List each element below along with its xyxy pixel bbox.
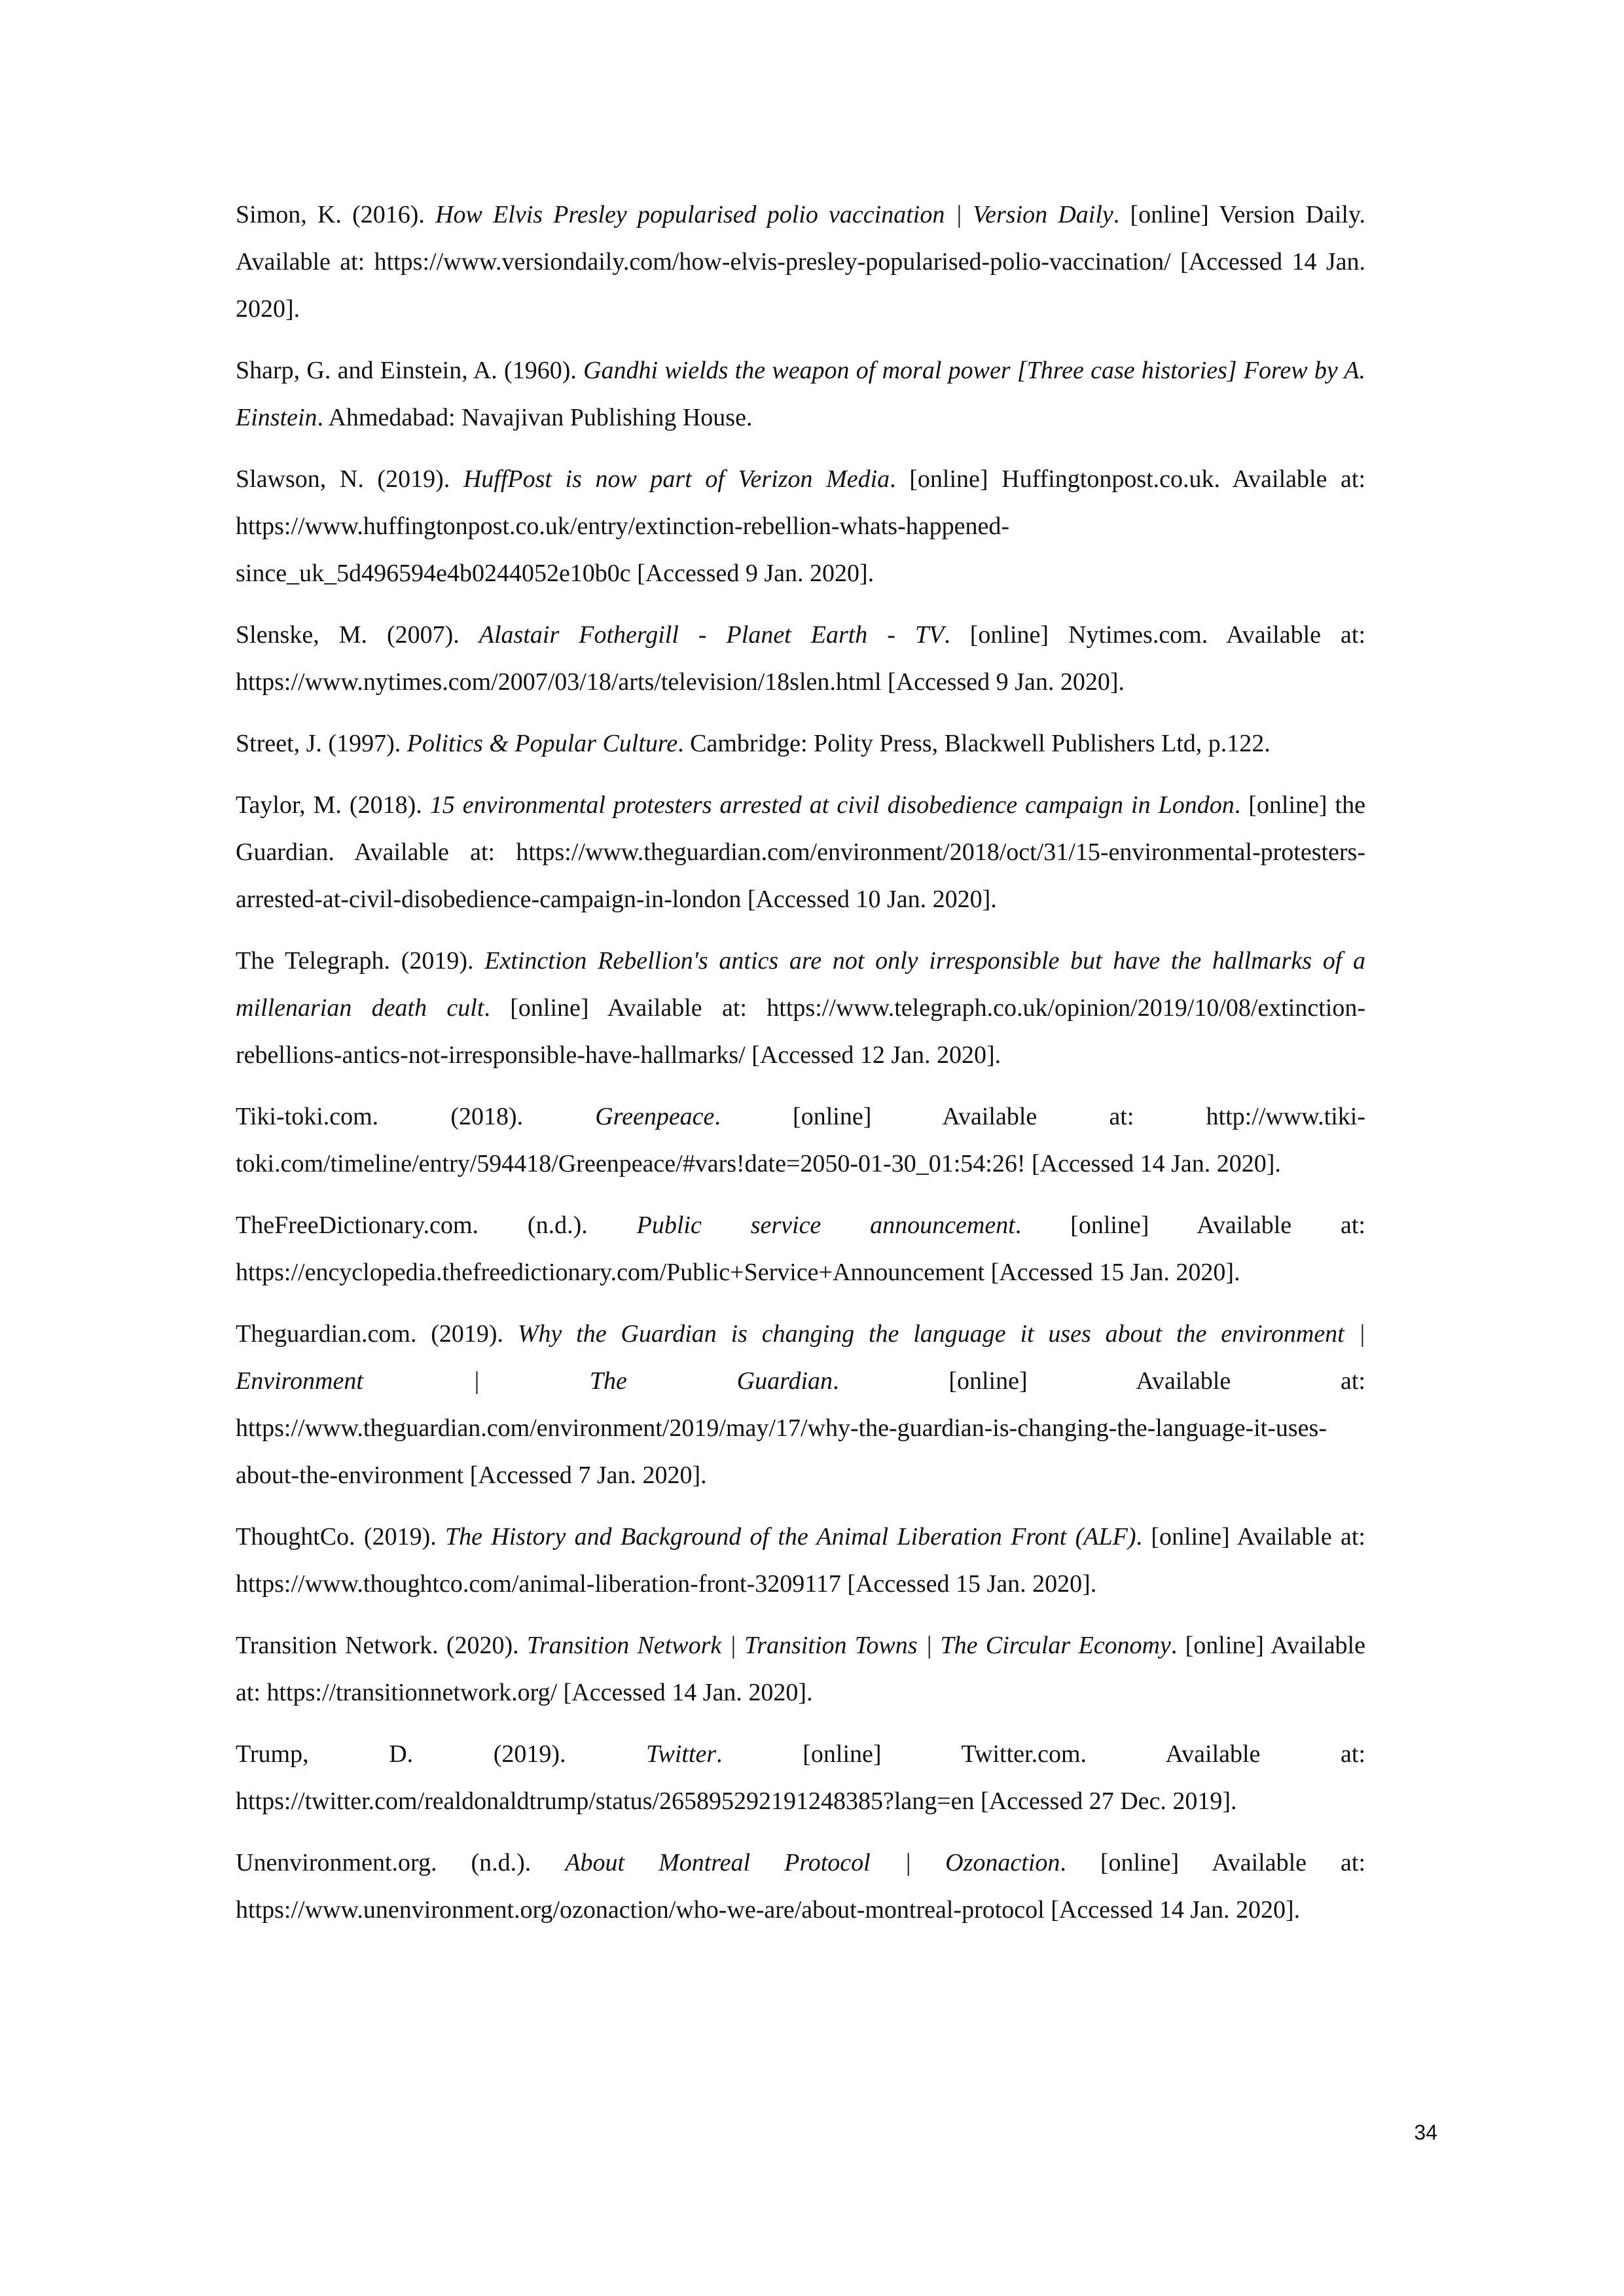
reference-entry bbox=[236, 937, 1365, 1079]
reference-title: About Montreal Protocol | Ozonaction bbox=[565, 1849, 1060, 1876]
reference-details: . [online] Available at: http://www.tiki-toki.com/timeline/entry/594418/Greenpeace/#vars!date=2050-01-30_01:54:26! [Accessed 14 Jan. 2020]. bbox=[236, 1103, 1365, 1177]
reference-details: . Cambridge: Polity Press, Blackwell Publishers Ltd, p.122. bbox=[677, 730, 1271, 757]
reference-author: Tiki-toki.com. (2018). bbox=[236, 1103, 596, 1130]
reference-title: Gandhi wields the weapon of moral power [Three case histories] Forew by A. Einstein bbox=[236, 357, 1365, 431]
reference-title: Greenpeace bbox=[595, 1103, 715, 1130]
reference-title: Twitter bbox=[646, 1740, 717, 1768]
reference-author: Simon, K. (2016). bbox=[236, 201, 436, 228]
reference-entry bbox=[236, 720, 1365, 767]
reference-details: . Ahmedabad: Navajivan Publishing House. bbox=[317, 404, 753, 431]
reference-entry bbox=[236, 347, 1365, 441]
reference-title: HuffPost is now part of Verizon Media bbox=[463, 465, 890, 493]
reference-details: . [online] Version Daily. Available at: https://www.versiondaily.com/how-elvis-presley-popularised-polio-vaccination/ [Accessed 14 Jan. 2020]. bbox=[236, 201, 1366, 323]
reference-author: Trump, D. (2019). bbox=[236, 1740, 647, 1768]
reference-details: . [online] Available at: https://encyclopedia.thefreedictionary.com/Public+Service+Announcement [Accessed 15 Jan. 2020]. bbox=[236, 1211, 1365, 1286]
reference-details: . [online] Twitter.com. Available at: https://twitter.com/realdonaldtrump/status/265895292191248385?lang=en [Accessed 27 Dec. 2019]. bbox=[236, 1740, 1366, 1815]
reference-entry bbox=[236, 456, 1365, 597]
reference-details: . [online] Available at: https://www.thoughtco.com/animal-liberation-front-3209117 [Accessed 15 Jan. 2020]. bbox=[236, 1523, 1365, 1598]
reference-author: TheFreeDictionary.com. (n.d.). bbox=[236, 1211, 637, 1239]
reference-entry bbox=[236, 1622, 1365, 1716]
reference-author: ThoughtCo. (2019). bbox=[236, 1523, 446, 1551]
page-number: 34 bbox=[1414, 2121, 1437, 2144]
reference-details: . [online] the Guardian. Available at: https://www.theguardian.com/environment/2018/oct/31/15-environmental-protesters-arrested-at-civil-disobedience-campaign-in-london [Accessed 10 Jan. 2020]. bbox=[236, 791, 1365, 913]
reference-author: The Telegraph. (2019). bbox=[236, 947, 485, 975]
reference-entry bbox=[236, 1513, 1365, 1607]
reference-entry bbox=[236, 1839, 1365, 1933]
reference-details: . [online] Nytimes.com. Available at: https://www.nytimes.com/2007/03/18/arts/television/18slen.html [Accessed 9 Jan. 2020]. bbox=[236, 621, 1365, 696]
reference-entry bbox=[236, 1731, 1365, 1825]
reference-author: Theguardian.com. (2019). bbox=[236, 1320, 518, 1348]
reference-title: Transition Network | Transition Towns | The Circular Economy bbox=[526, 1632, 1171, 1659]
reference-details: . [online] Available at: https://www.theguardian.com/environment/2019/may/17/why-the-guardian-is-changing-the-language-it-uses-about-the-environment [Accessed 7 Jan. 2020]. bbox=[236, 1367, 1365, 1489]
reference-entry bbox=[236, 1093, 1365, 1187]
reference-author: Unenvironment.org. (n.d.). bbox=[236, 1849, 566, 1876]
reference-details: . [online] Huffingtonpost.co.uk. Available at: https://www.huffingtonpost.co.uk/entry/extinction-rebellion-whats-happened-since_uk_5d496594e4b0244052e10b0c [Accessed 9 Jan. 2020]. bbox=[236, 465, 1365, 587]
reference-author: Slawson, N. (2019). bbox=[236, 465, 463, 493]
reference-entry bbox=[236, 611, 1365, 706]
reference-title: 15 environmental protesters arrested at civil disobedience campaign in London bbox=[429, 791, 1235, 819]
reference-title: Alastair Fothergill - Planet Earth - TV bbox=[478, 621, 945, 649]
reference-author: Transition Network. (2020). bbox=[236, 1632, 527, 1659]
reference-title: Public service announcement bbox=[636, 1211, 1015, 1239]
reference-title: The History and Background of the Animal Liberation Front (ALF) bbox=[445, 1523, 1136, 1551]
reference-list bbox=[236, 191, 1365, 1948]
reference-title: Extinction Rebellion's antics are not only irresponsible but have the hallmarks of a millenarian death cult bbox=[236, 947, 1365, 1022]
reference-author: Slenske, M. (2007). bbox=[236, 621, 479, 649]
reference-details: . [online] Available at: https://www.telegraph.co.uk/opinion/2019/10/08/extinction-rebellions-antics-not-irresponsible-have-hallmarks/ [Accessed 12 Jan. 2020]. bbox=[236, 994, 1365, 1069]
reference-author: Sharp, G. and Einstein, A. (1960). bbox=[236, 357, 584, 384]
reference-entry bbox=[236, 781, 1365, 923]
reference-details: . [online] Available at: https://transitionnetwork.org/ [Accessed 14 Jan. 2020]. bbox=[236, 1632, 1365, 1706]
reference-title: How Elvis Presley popularised polio vaccination | Version Daily bbox=[435, 201, 1113, 228]
reference-entry bbox=[236, 191, 1365, 332]
reference-details: . [online] Available at: https://www.unenvironment.org/ozonaction/who-we-are/about-montreal-protocol [Accessed 14 Jan. 2020]. bbox=[236, 1849, 1366, 1924]
reference-author: Street, J. (1997). bbox=[236, 730, 407, 757]
reference-author: Taylor, M. (2018). bbox=[236, 791, 430, 819]
reference-title: Why the Guardian is changing the language it uses about the environment | Environment | The Guardian bbox=[236, 1320, 1365, 1395]
reference-title: Politics & Popular Culture bbox=[406, 730, 678, 757]
reference-entry bbox=[236, 1202, 1365, 1296]
reference-entry bbox=[236, 1310, 1365, 1499]
